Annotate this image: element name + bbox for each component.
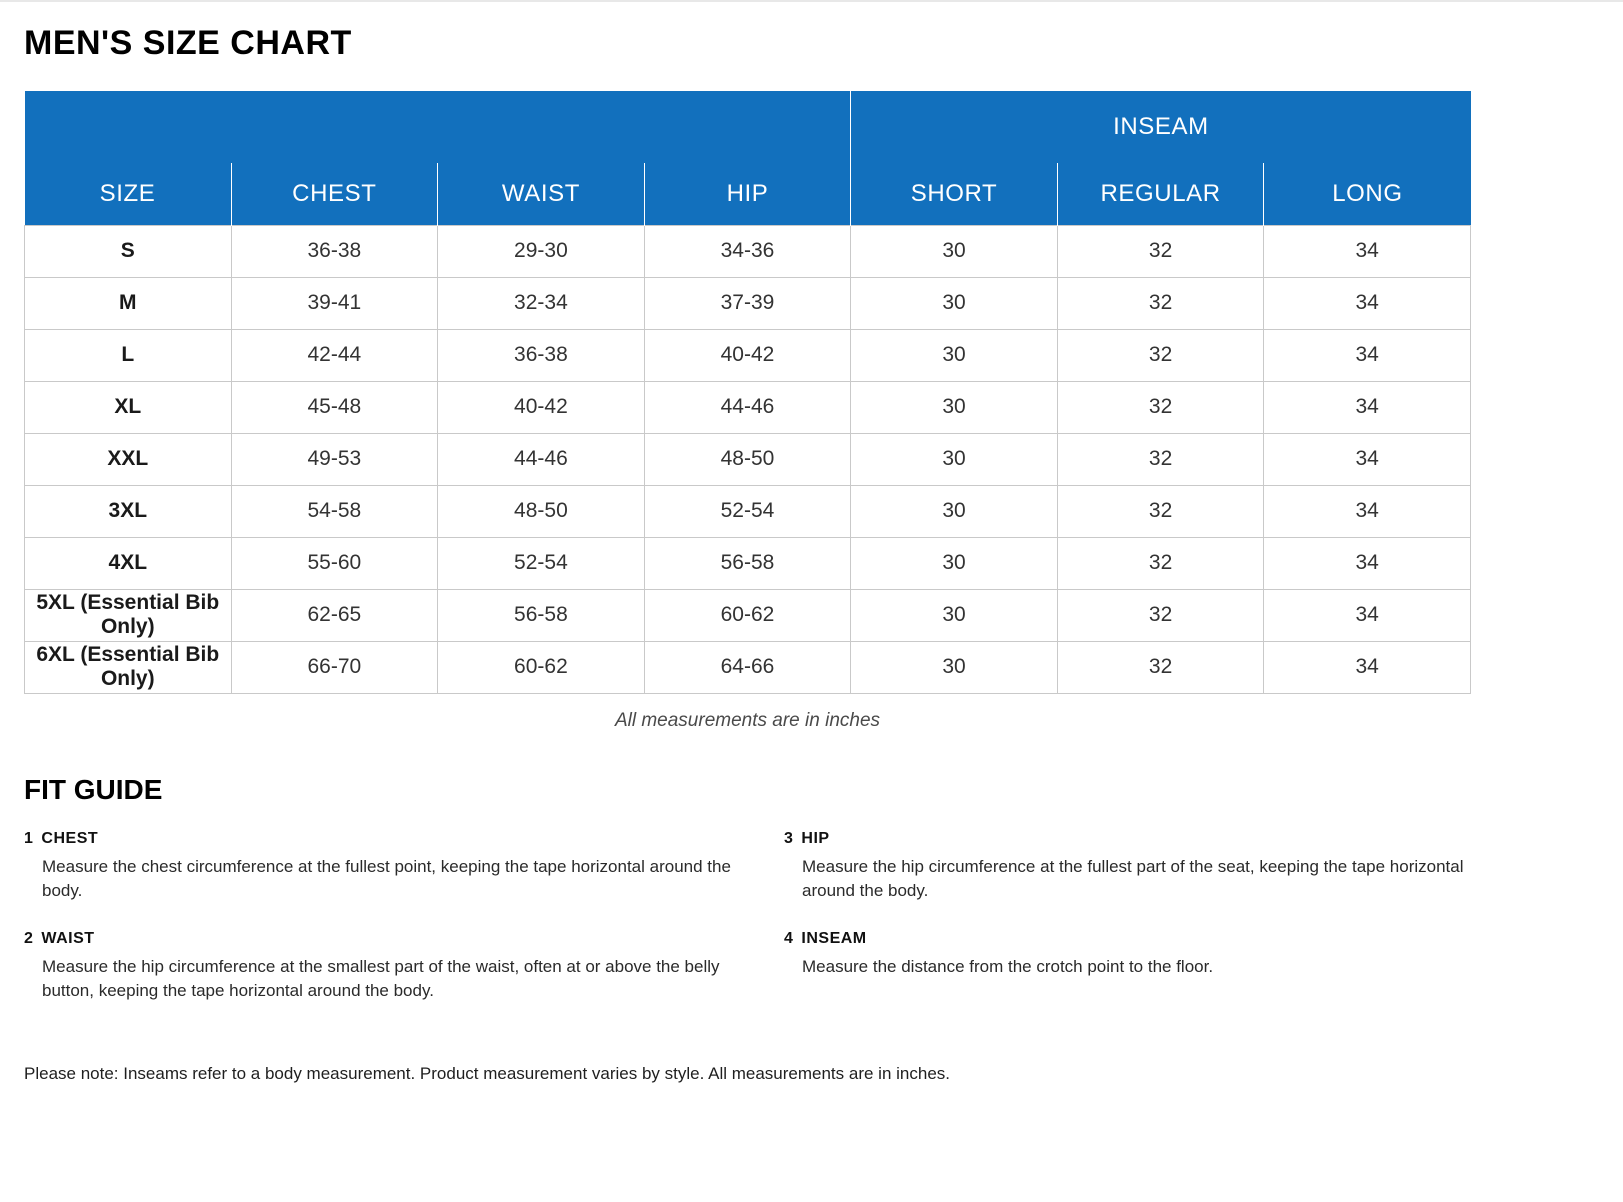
table-row — [25, 537, 1471, 589]
cell-hip: 56-58 — [644, 537, 851, 589]
cell-regular: 32 — [1057, 537, 1264, 589]
cell-hip: 34-36 — [644, 225, 851, 277]
cell-hip: 40-42 — [644, 329, 851, 381]
measurement-note: All measurements are in inches — [614, 709, 881, 731]
column-header-regular: REGULAR — [1057, 163, 1264, 225]
fit-guide-heading — [24, 930, 744, 948]
cell-chest: 39-41 — [231, 277, 438, 329]
cell-short: 30 — [851, 589, 1058, 641]
cell-hip: 52-54 — [644, 485, 851, 537]
cell-long: 34 — [1264, 329, 1471, 381]
table-header-row — [25, 163, 1471, 225]
column-header-long: LONG — [1264, 163, 1471, 225]
cell-waist: 36-38 — [438, 329, 645, 381]
cell-short: 30 — [851, 329, 1058, 381]
column-header-chest: CHEST — [231, 163, 438, 225]
table-row — [25, 641, 1471, 693]
fit-guide-text: Measure the distance from the crotch point to the floor. — [802, 956, 1214, 976]
table-row — [25, 329, 1471, 381]
group-header-blank — [25, 91, 851, 163]
cell-short: 30 — [851, 381, 1058, 433]
cell-regular: 32 — [1057, 277, 1264, 329]
cell-regular: 32 — [1057, 641, 1264, 693]
fit-guide-item-chest — [24, 830, 784, 904]
cell-waist: 60-62 — [438, 641, 645, 693]
cell-waist: 44-46 — [438, 433, 645, 485]
size-chart-table — [24, 91, 1471, 694]
fit-guide-number: 1 — [24, 829, 34, 847]
cell-size: 3XL — [25, 485, 232, 537]
cell-size: S — [25, 225, 232, 277]
cell-waist: 48-50 — [438, 485, 645, 537]
fit-guide-text: Measure the hip circumference at the smallest part of the waist, often at or above the belly button, keeping the tape horizontal around the body. — [42, 956, 720, 1001]
cell-hip: 60-62 — [644, 589, 851, 641]
cell-chest: 66-70 — [231, 641, 438, 693]
table-row — [25, 589, 1471, 641]
cell-chest: 36-38 — [231, 225, 438, 277]
cell-chest: 62-65 — [231, 589, 438, 641]
cell-long: 34 — [1264, 381, 1471, 433]
fit-guide-label: CHEST — [41, 829, 99, 847]
fit-guide-title: FIT GUIDE — [24, 773, 163, 805]
column-header-hip: HIP — [644, 163, 851, 225]
cell-long: 34 — [1264, 277, 1471, 329]
cell-long: 34 — [1264, 433, 1471, 485]
cell-short: 30 — [851, 225, 1058, 277]
cell-regular: 32 — [1057, 381, 1264, 433]
fit-guide-item-waist — [24, 930, 784, 1004]
footer-note: Please note: Inseams refer to a body measurement. Product measurement varies by style. All measurements are in inches. — [24, 1064, 950, 1084]
fit-guide-heading — [784, 930, 1504, 948]
cell-long: 34 — [1264, 225, 1471, 277]
fit-guide-label: HIP — [801, 829, 830, 847]
column-header-waist: WAIST — [438, 163, 645, 225]
cell-regular: 32 — [1057, 485, 1264, 537]
cell-size: L — [25, 329, 232, 381]
cell-regular: 32 — [1057, 433, 1264, 485]
fit-guide-heading — [24, 830, 744, 848]
cell-waist: 32-34 — [438, 277, 645, 329]
table-row — [25, 381, 1471, 433]
cell-long: 34 — [1264, 641, 1471, 693]
fit-guide-number: 2 — [24, 929, 34, 947]
cell-chest: 45-48 — [231, 381, 438, 433]
cell-short: 30 — [851, 537, 1058, 589]
cell-long: 34 — [1264, 485, 1471, 537]
group-header-inseam: INSEAM — [851, 91, 1471, 163]
fit-guide-number: 3 — [784, 829, 794, 847]
cell-size: XXL — [25, 433, 232, 485]
table-row — [25, 433, 1471, 485]
cell-waist: 56-58 — [438, 589, 645, 641]
cell-size: M — [25, 277, 232, 329]
cell-size: XL — [25, 381, 232, 433]
cell-hip: 37-39 — [644, 277, 851, 329]
column-header-size: SIZE — [25, 163, 232, 225]
cell-hip: 44-46 — [644, 381, 851, 433]
column-header-short: SHORT — [851, 163, 1058, 225]
fit-guide-number: 4 — [784, 929, 794, 947]
table-row — [25, 277, 1471, 329]
cell-waist: 29-30 — [438, 225, 645, 277]
cell-short: 30 — [851, 277, 1058, 329]
table-row — [25, 485, 1471, 537]
cell-size: 5XL (Essential Bib Only) — [25, 589, 232, 641]
cell-short: 30 — [851, 485, 1058, 537]
cell-long: 34 — [1264, 589, 1471, 641]
cell-hip: 48-50 — [644, 433, 851, 485]
fit-guide-item-inseam — [784, 930, 1544, 1004]
fit-guide-item-hip — [784, 830, 1544, 904]
table-group-header-row — [25, 91, 1471, 163]
cell-chest: 55-60 — [231, 537, 438, 589]
cell-size: 6XL (Essential Bib Only) — [25, 641, 232, 693]
table-row — [25, 225, 1471, 277]
cell-chest: 49-53 — [231, 433, 438, 485]
cell-regular: 32 — [1057, 225, 1264, 277]
fit-guide-label: INSEAM — [801, 929, 867, 947]
fit-guide-text: Measure the hip circumference at the fullest part of the seat, keeping the tape horizontal around the body. — [802, 856, 1464, 901]
cell-regular: 32 — [1057, 589, 1264, 641]
cell-hip: 64-66 — [644, 641, 851, 693]
fit-guide-heading — [784, 830, 1504, 848]
page-title: MEN'S SIZE CHART — [24, 24, 352, 62]
fit-guide-label: WAIST — [41, 929, 95, 947]
cell-size: 4XL — [25, 537, 232, 589]
cell-chest: 54-58 — [231, 485, 438, 537]
cell-waist: 52-54 — [438, 537, 645, 589]
top-divider — [0, 0, 1623, 2]
cell-waist: 40-42 — [438, 381, 645, 433]
cell-chest: 42-44 — [231, 329, 438, 381]
fit-guide-grid — [24, 830, 1564, 1031]
cell-regular: 32 — [1057, 329, 1264, 381]
cell-short: 30 — [851, 433, 1058, 485]
cell-long: 34 — [1264, 537, 1471, 589]
fit-guide-text: Measure the chest circumference at the fullest point, keeping the tape horizontal around the body. — [42, 856, 731, 901]
cell-short: 30 — [851, 641, 1058, 693]
